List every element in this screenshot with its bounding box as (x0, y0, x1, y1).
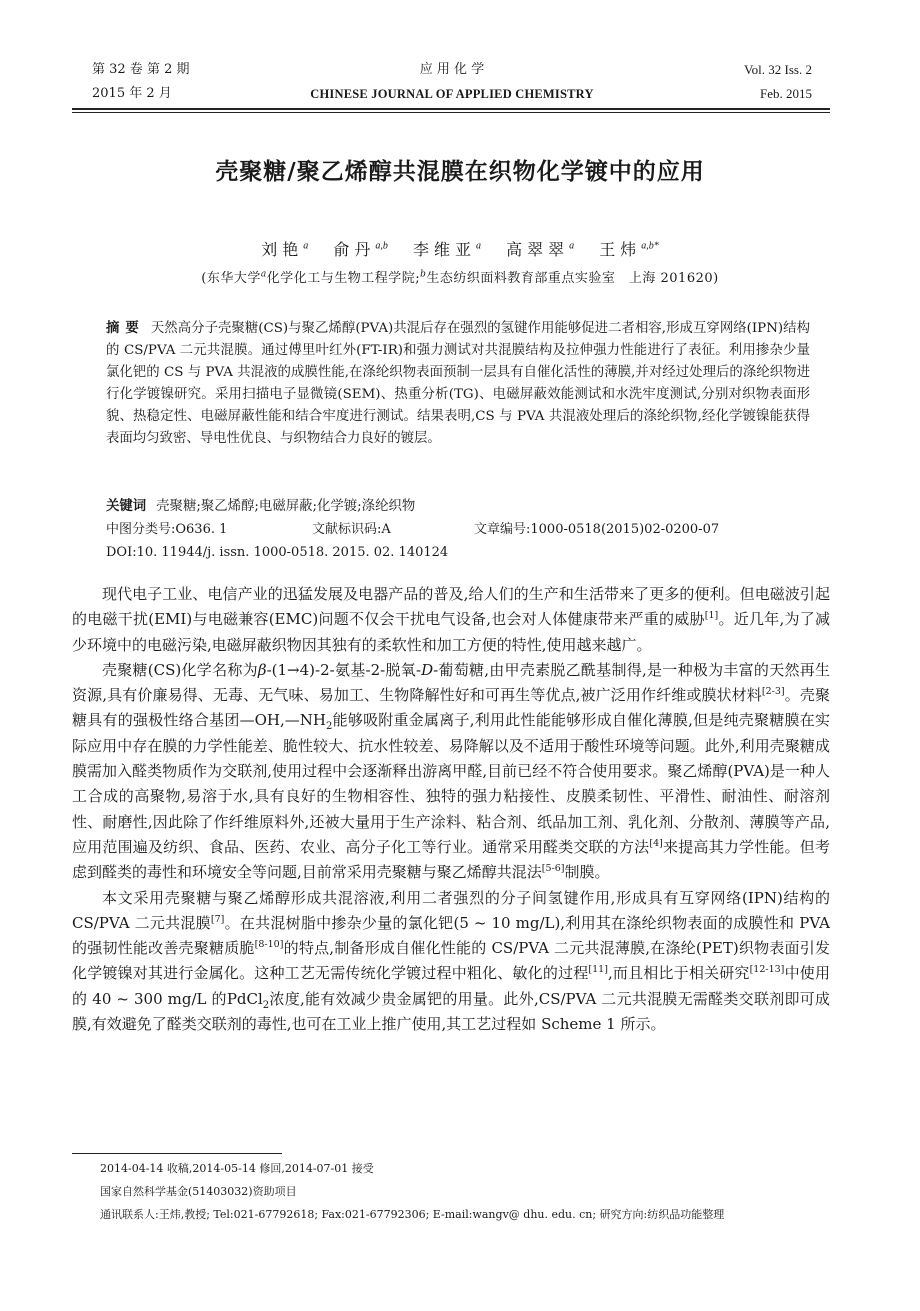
author: 王炜$^{a,b*}$ (599, 240, 659, 259)
abstract-text: 天然高分子壳聚糖(CS)与聚乙烯醇(PVA)共混后存在强烈的氢键作用能够促进二者相容,形成互穿网络(IPN)结构的 CS/PVA 二元共混膜。通过傅里叶红外(FT-IR)和强力测试对共混膜结构及拉伸强力性能进行了表征。利用掺杂少量氯化钯的 CS 与 PVA 共混液的成膜性能,在涤纶织物表面预制一层具有自催化活性的薄膜,并对经过处理后的涤纶织物进行化学镀镍研究。采用扫描电子显微镜(SEM)、热重分析(TG)、电磁屏蔽效能测试和水洗牢度测试,分别对织物表面形貌、热稳定性、电磁屏蔽性能和结合牢度进行测试。结果表明,CS 与 PVA 共混液处理后的涤纶织物,经化学镀镍能获得表面均匀致密、导电性优良、与织物结合力良好的镀层。 (106, 321, 810, 446)
citation: [4] (649, 837, 663, 849)
header-date-cn: 2015 年 2 月 (92, 86, 172, 101)
header-volume-en: Vol. 32 Iss. 2 (743, 62, 812, 77)
citation: [2-3] (761, 686, 785, 698)
header-date-en: Feb. 2015 (760, 86, 812, 101)
abstract (106, 318, 810, 450)
footnote-fund: 国家自然科学基金(51403032)资助项目 (100, 1185, 297, 1198)
citation: [5-6] (541, 863, 565, 875)
document-code: 文献标识码:A (312, 522, 391, 537)
article-number: 文章编号:1000-0518(2015)02-0200-07 (474, 522, 720, 537)
author: 刘艳$^a$ (261, 240, 309, 259)
paragraph: 壳聚糖(CS)化学名称为β-(1→4)-2-氨基-2-脱氧-D-葡萄糖,由甲壳素脱乙酰基制得,是一种极为丰富的天然再生资源,具有价廉易得、无毒、无气味、易加工、生物降解性好和可再生等优点,被广泛用作纤维或膜状材料[2-3]。壳聚糖具有的强极性络合基团$—OH,—NH_2$能够吸附重金属离子,利用此性能能够形成自催化薄膜,但是纯壳聚糖膜在实际应用中存在膜的力学性能差、脆性较大、抗水性较差、易降解以及不适用于酸性环境等问题。此外,利用壳聚糖成膜需加入醛类物质作为交联剂,使用过程中会逐渐释出游离甲醛,目前已经不符合使用要求。聚乙烯醇(PVA)是一种人工合成的高聚物,易溶于水,具有良好的生物相容性、独特的强力粘接性、皮膜柔韧性、平滑性、耐油性、耐溶剂性、耐磨性,因此除了作纤维原料外,还被大量用于生产涂料、粘合剂、纸品加工剂、乳化剂、分散剂、薄膜等产品,应用范围遍及纺织、食品、医药、农业、高分子化工等行业。通常采用醛类交联的方法[4]来提高其力学性能。但考虑到醛类的毒性和环境安全等问题,目前常采用壳聚糖与聚乙烯醇共混法[5-6]制膜。 (72, 660, 831, 882)
header-rule-thick (72, 108, 830, 110)
header-rule-thin (72, 112, 830, 113)
paragraph: 本文采用壳聚糖与聚乙烯醇形成共混溶液,利用二者强烈的分子间氢键作用,形成具有互穿网络(IPN)结构的 CS/PVA 二元共混膜[7]。在共混树脂中掺杂少量的氯化钯(5 ~ 10 mg/L),利用其在涤纶织物表面的成膜性和 PVA 的强韧性能改善壳聚糖质脆[8-10]的特点,制备形成自催化性能的 CS/PVA 二元共混薄膜,在涤纶(PET)织物表面引发化学镀镍对其进行金属化。这种工艺无需传统化学镀过程中粗化、敏化的过程[11],而且相比于相关研究[12-13]中使用的 40 ~ 300 mg/L 的PdCl$_2$浓度,能有效减少贵金属钯的用量。此外,CS/PVA 二元共混膜无需醛类交联剂即可成膜,有效避免了醛类交联剂的毒性,也可在工业上推广使用,其工艺过程如 Scheme 1 所示。 (72, 888, 831, 1034)
citation: [11] (588, 964, 608, 976)
author-list (0, 237, 920, 260)
citation: [8-10] (254, 939, 284, 951)
abstract-label: 摘要 (106, 321, 145, 336)
clc-number: 中图分类号:O636. 1 (106, 522, 228, 537)
keywords-text: 壳聚糖;聚乙烯醇;电磁屏蔽;化学镀;涤纶织物 (156, 499, 416, 514)
footnote-rule (72, 1153, 282, 1154)
citation: [12-13] (749, 964, 785, 976)
running-header (92, 58, 812, 108)
footnote-contact: 通讯联系人:王炜,教授; Tel:021-67792618; Fax:021-67792306; E-mail:wangv@ dhu. edu. cn; 研究方向:纺织品功能整理 (100, 1208, 725, 1221)
paper-title: 壳聚糖/聚乙烯醇共混膜在织物化学镀中的应用 (215, 159, 705, 185)
footnote-received: 2014-04-14 收稿,2014-05-14 修回,2014-07-01 接受 (100, 1162, 374, 1175)
header-center (92, 58, 812, 106)
affiliation: (东华大学$^a$化学化工与生物工程学院;$^b$生态纺织面料教育部重点实验室 上海 201620) (201, 269, 719, 286)
doi: DOI:10. 11944/j. issn. 1000-0518. 2015. 02. 140124 (106, 545, 449, 560)
header-right (744, 58, 812, 106)
author: 俞丹$^{a,b}$ (333, 240, 388, 259)
header-journal-en: CHINESE JOURNAL OF APPLIED CHEMISTRY (310, 87, 594, 101)
keywords (106, 496, 810, 518)
citation: [7] (210, 913, 225, 925)
author: 高翠翠$^a$ (506, 240, 575, 259)
body-text (72, 582, 830, 1037)
author: 李维亚$^a$ (412, 240, 481, 259)
keywords-label: 关键词 (106, 499, 147, 514)
paragraph: 现代电子工业、电信产业的迅猛发展及电器产品的普及,给人们的生产和生活带来了更多的便利。但电磁波引起的电磁干扰(EMI)与电磁兼容(EMC)问题不仅会干扰电气设备,也会对人体健康带来严重的威胁[1]。近几年,为了减少环境中的电磁污染,电磁屏蔽织物因其独有的柔软性和加工方便的特性,使用越来越广。 (72, 585, 830, 654)
header-volume-cn: 第 32 卷 第 2 期 (92, 62, 190, 77)
header-journal-cn: 应 用 化 学 (419, 62, 485, 77)
citation: [1] (704, 610, 719, 622)
